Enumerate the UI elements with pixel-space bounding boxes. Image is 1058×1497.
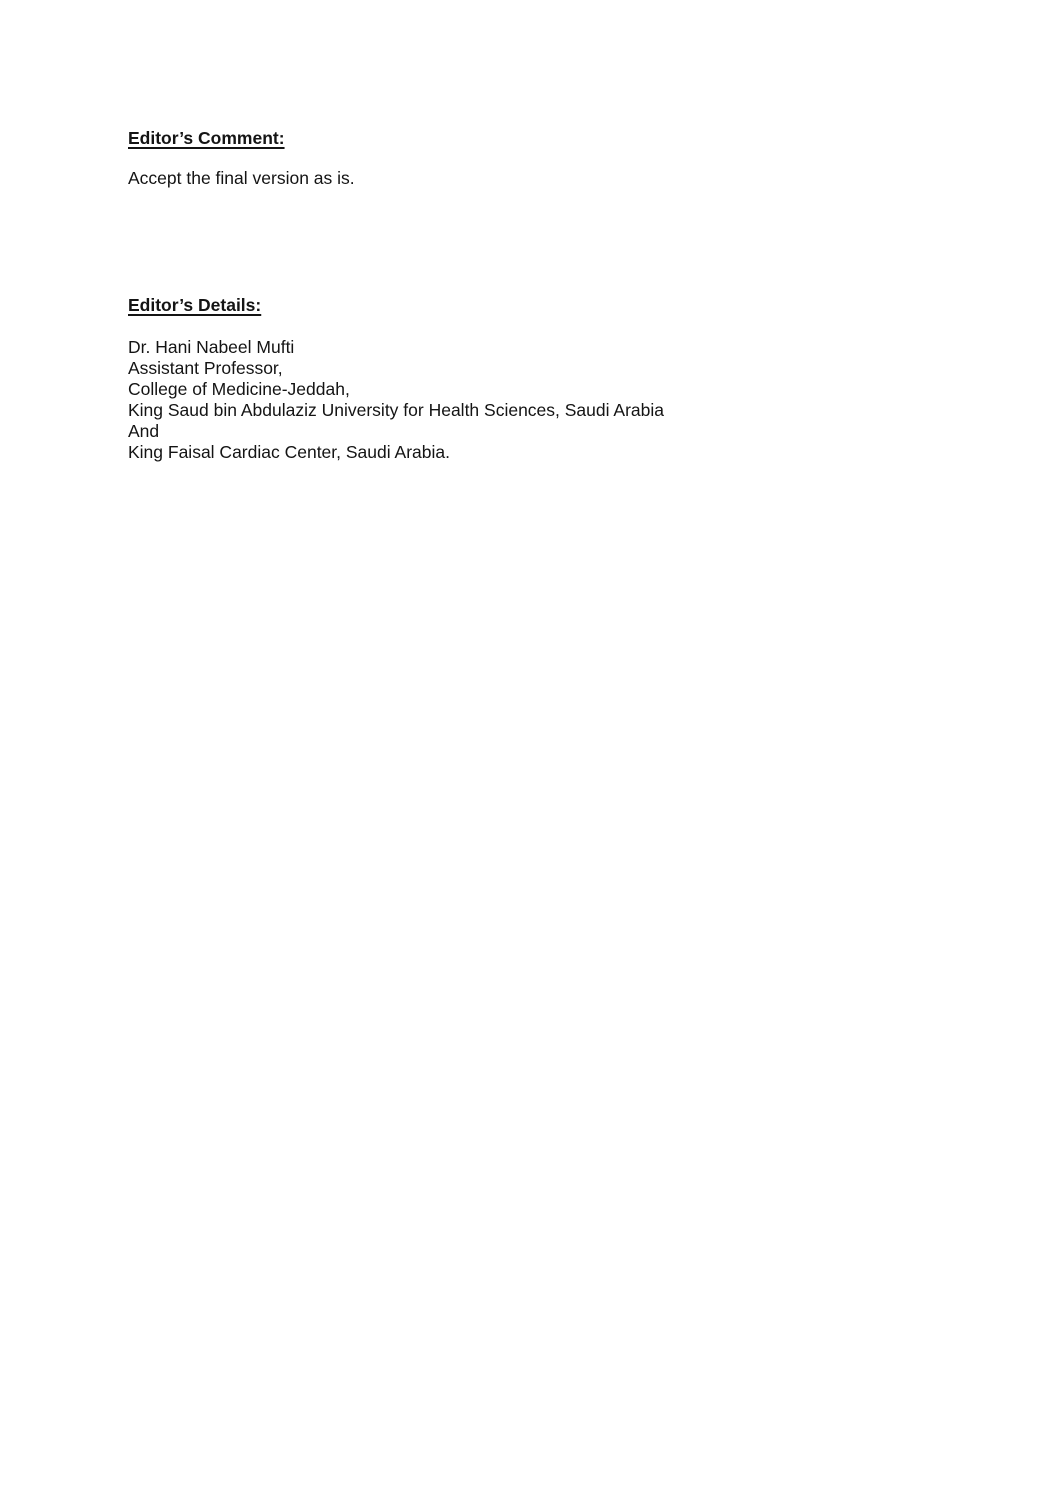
- editor-college: College of Medicine-Jeddah,: [128, 379, 350, 399]
- editor-details-block: [128, 337, 978, 463]
- editor-title: Assistant Professor,: [128, 358, 283, 378]
- editor-conjunction: And: [128, 421, 160, 441]
- document-content: [128, 128, 978, 463]
- section-editors-details: [128, 295, 978, 463]
- editor-name: Dr. Hani Nabeel Mufti: [128, 337, 295, 357]
- editors-comment-text: Accept the final version as is.: [128, 168, 355, 188]
- editors-comment-heading: Editor’s Comment:: [128, 128, 285, 148]
- editor-university: King Saud bin Abdulaziz University for Health Sciences, Saudi Arabia: [128, 400, 664, 420]
- section-editors-comment: [128, 128, 978, 189]
- editor-center: King Faisal Cardiac Center, Saudi Arabia.: [128, 442, 450, 462]
- editors-details-heading: Editor’s Details:: [128, 295, 262, 315]
